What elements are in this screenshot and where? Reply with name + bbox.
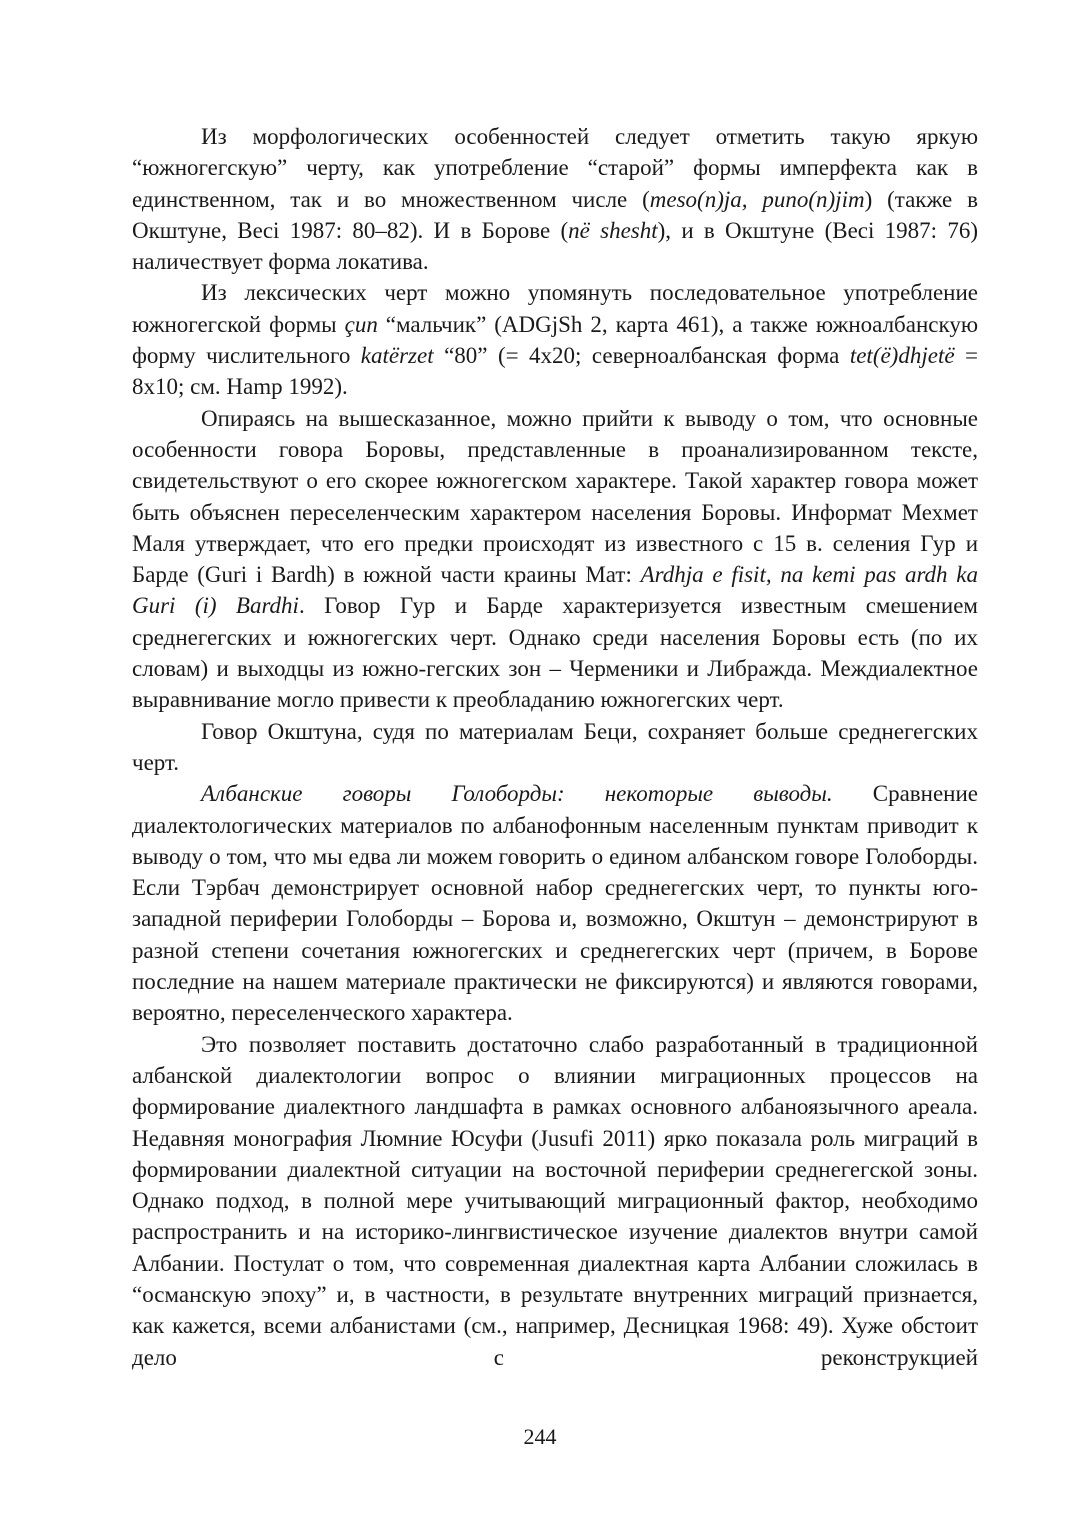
page-number: 244 bbox=[523, 1424, 557, 1449]
italic-text: meso(n)ja, puno(n)jim bbox=[649, 186, 865, 212]
paragraph bbox=[132, 1029, 978, 1373]
italic-text: çun bbox=[344, 311, 378, 337]
text-segment: ), и в Окштуне (Beci 1987: 76) наличествует форма локатива. bbox=[132, 217, 978, 275]
italic-text: në shesht bbox=[568, 217, 658, 243]
text-segment: Из морфологических особенностей следует отметить такую яркую “южногегскую” черту, как употребление “старой” формы имперфекта как в единственном, так и во множественном числе ( bbox=[132, 124, 978, 212]
paragraph bbox=[132, 277, 978, 402]
text-segment: . Говор Гур и Барде характеризуется известным смешением среднегегских и южногегских черт. Однако среди населения Боровы есть (по их словам) и выходцы из южно-гегских зон – Черменики и Либражда. Междиалектное выравнивание могло привести к преобладанию южногегских черт. bbox=[132, 593, 978, 713]
italic-text: Албанские говоры Голоборды: некоторые выводы. bbox=[201, 781, 833, 807]
text-segment: Говор Окштуна, судя по материалам Беци, сохраняет больше среднегегских черт. bbox=[132, 718, 978, 775]
text-segment: Из лексических черт можно упомянуть последовательное употребление южногегской формы bbox=[132, 280, 978, 337]
text-segment: “80” (= 4х20; северноалбанская форма bbox=[433, 343, 850, 369]
text-segment: Это позволяет поставить достаточно слабо разработанный в традиционной албанской диалектологии вопрос о влиянии миграционных процессов на формирование диалектного ландшафта в рамках основного албаноязычного ареала. Недавняя монография Люмние Юсуфи (Jusufi 2011) ярко показала роль миграций в формировании диалектной ситуации на восточной периферии среднегегской зоны. Однако подход, в полной мере учитывающий миграционный фактор, необходимо распространить и на историко-лингвистическое изучение диалектов внутри самой Албании. Постулат о том, что современная диалектная карта Албании сложилась в “османскую эпоху” и, в частности, в результате внутренних миграций признается, как кажется, всеми албанистами (см., например, Десницкая 1968: 49). Хуже обстоит дело с реконструкцией bbox=[132, 1031, 978, 1370]
paragraph bbox=[132, 121, 978, 277]
paragraph bbox=[132, 778, 978, 1028]
text-segment: Опираясь на вышесказанное, можно прийти к выводу о том, что основные особенности говора Боровы, представленные в проанализированном тексте, свидетельствуют о его скорее южногегском характере. Такой характер говора может быть объяснен переселенческим характером населения Боровы. Информат Мехмет Маля утверждает, что его предки происходят из известного с 15 в. селения Гур и Барде (Guri i Bardh) в южной части краины Мат: bbox=[132, 405, 978, 588]
italic-text: tet(ë)dhjetë bbox=[849, 343, 955, 369]
paragraph bbox=[132, 403, 978, 716]
paragraph bbox=[132, 716, 978, 779]
text-segment: = 8х10; см. Hamp 1992). bbox=[132, 343, 978, 400]
italic-text: katërzet bbox=[360, 343, 434, 369]
text-segment: ) (также в Окштуне, Beci 1987: 80–82). И в Борове ( bbox=[132, 186, 978, 243]
text-segment: “мальчик” (ADGjSh 2, карта 461), а также южноалбанскую форму числительного bbox=[132, 311, 979, 369]
text-segment: Сравнение диалектологических материалов по албанофонным населенным пунктам приводит к выводу о том, что мы едва ли можем говорить о едином албанском говоре Голоборды. Если Тэрбач демонстрирует основной набор среднегегских черт, то пункты юго-западной периферии Голоборды – Борова и, возможно, Окштун – демонстрируют в разной степени сочетания южногегских и среднегегских черт (причем, в Борове последние на нашем материале практически не фиксируются) и являются говорами, вероятно, переселенческого характера. bbox=[132, 781, 978, 1026]
italic-text: Ardhja e fisit, na kemi pas ardh ka Guri (i) Bardhi bbox=[132, 562, 978, 619]
body-text bbox=[132, 121, 978, 1373]
